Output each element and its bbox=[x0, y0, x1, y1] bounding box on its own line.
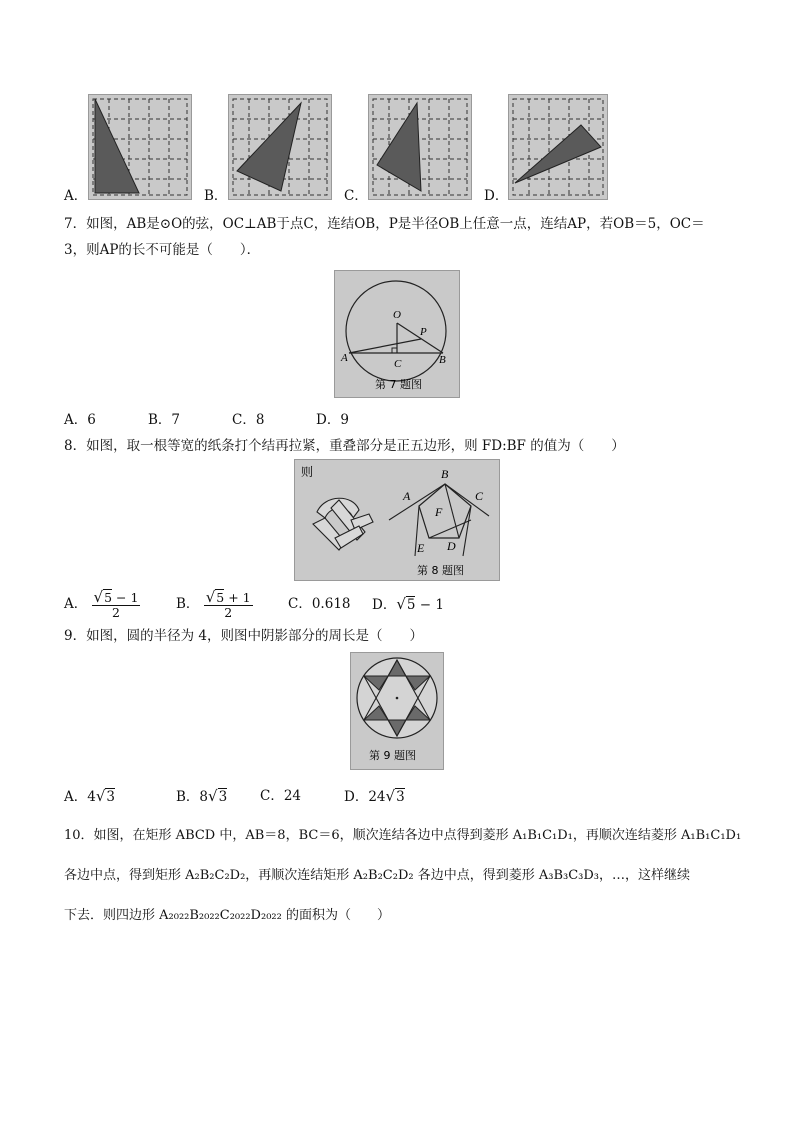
q8-option-c: C．0.618 bbox=[288, 596, 351, 612]
q9-figure bbox=[350, 652, 444, 770]
q8-label-c: C bbox=[475, 489, 484, 503]
q7-label-o: O bbox=[393, 309, 401, 321]
q7-label-c: C bbox=[394, 358, 402, 370]
q7-option-d: D．9 bbox=[316, 412, 349, 428]
q8-label-e: E bbox=[417, 541, 425, 555]
q10-line2: 各边中点，得到矩形 A₂B₂C₂D₂，再顺次连结矩形 A₂B₂C₂D₂ 各边中点，得到菱形 A₃B₃C₃D₃，…，这样继续 bbox=[64, 868, 690, 883]
q7-label-b: B bbox=[439, 354, 446, 366]
q8-option-a-fraction: $\frac{√5 - 1}{2}$ bbox=[93, 587, 139, 620]
q8-label-b: B bbox=[441, 467, 449, 481]
q8-label-d: D bbox=[447, 539, 456, 553]
q6-option-b-letter: B． bbox=[204, 188, 228, 204]
q7-line1-text: 如图，AB是⊙O的弦，OC⊥AB于点C，连结OB，P是半径OB上任意一点，连结AP，若OB＝5，OC＝ bbox=[86, 216, 705, 232]
q7-label-p: P bbox=[420, 326, 427, 338]
q9-option-d: D．24√3 bbox=[344, 787, 405, 805]
q9-text: 如图，圆的半径为 4，则图中阴影部分的周长是（ ） bbox=[86, 628, 423, 644]
q8-figure-corner-text: 则 bbox=[301, 465, 314, 479]
q7-number: 7． bbox=[64, 216, 87, 232]
q9-number: 9． bbox=[64, 628, 87, 644]
q6-option-d-letter: D． bbox=[484, 188, 509, 204]
q7-stem-line1 bbox=[64, 214, 705, 234]
q10-line1 bbox=[64, 826, 741, 846]
q8-text: 如图，取一根等宽的纸条打个结再拉紧，重叠部分是正五边形，则 FD:BF 的值为（ ） bbox=[86, 438, 625, 454]
q7-option-c: C．8 bbox=[232, 412, 265, 428]
q10-line1-text: 如图，在矩形 ABCD 中，AB＝8，BC＝6，顺次连结各边中点得到菱形 A₁B₁C₁D₁，再顺次连结菱形 A₁B₁C₁D₁ bbox=[93, 828, 742, 843]
q8-label-f: F bbox=[435, 505, 443, 519]
q6-option-c-letter: C． bbox=[344, 188, 368, 204]
q8-stem bbox=[64, 436, 625, 456]
q6-option-a-figure bbox=[88, 94, 192, 200]
q7-option-a: A．6 bbox=[64, 412, 96, 428]
q7-stem-line2: 3，则AP的长不可能是（ ）． bbox=[64, 242, 261, 258]
q6-option-b-figure bbox=[228, 94, 332, 200]
q8-option-b-fraction: $\frac{√5 + 1}{2}$ bbox=[205, 587, 251, 620]
q7-label-a: A bbox=[341, 352, 348, 364]
q8-option-b: B． $\frac{√5 + 1}{2}$ bbox=[176, 587, 251, 620]
q9-option-b: B．8√3 bbox=[176, 787, 228, 805]
q10-line3: 下去．则四边形 A₂₀₂₂B₂₀₂₂C₂₀₂₂D₂₀₂₂ 的面积为（ ） bbox=[64, 908, 390, 923]
q8-option-d: D．√5 − 1 bbox=[372, 595, 444, 613]
q10-number: 10． bbox=[64, 828, 94, 843]
q6-option-d-figure bbox=[508, 94, 608, 200]
q9-option-a: A．4√3 bbox=[64, 787, 115, 805]
q9-caption: 第 9 题图 bbox=[369, 749, 416, 762]
q8-figure bbox=[294, 459, 500, 581]
q8-option-a: A． $\frac{√5 - 1}{2}$ bbox=[64, 587, 139, 620]
q8-label-a: A bbox=[403, 489, 411, 503]
q9-stem bbox=[64, 626, 423, 646]
q6-option-c-figure bbox=[368, 94, 472, 200]
q8-caption: 第 8 题图 bbox=[417, 564, 464, 577]
q7-caption: 第 7 题图 bbox=[375, 378, 422, 391]
q6-option-a-letter: A． bbox=[64, 188, 88, 204]
q7-option-b: B．7 bbox=[148, 412, 181, 428]
q9-option-c: C．24 bbox=[260, 788, 302, 804]
q7-figure bbox=[334, 270, 460, 398]
q8-number: 8． bbox=[64, 438, 87, 454]
q8-paper-knot bbox=[313, 498, 373, 550]
